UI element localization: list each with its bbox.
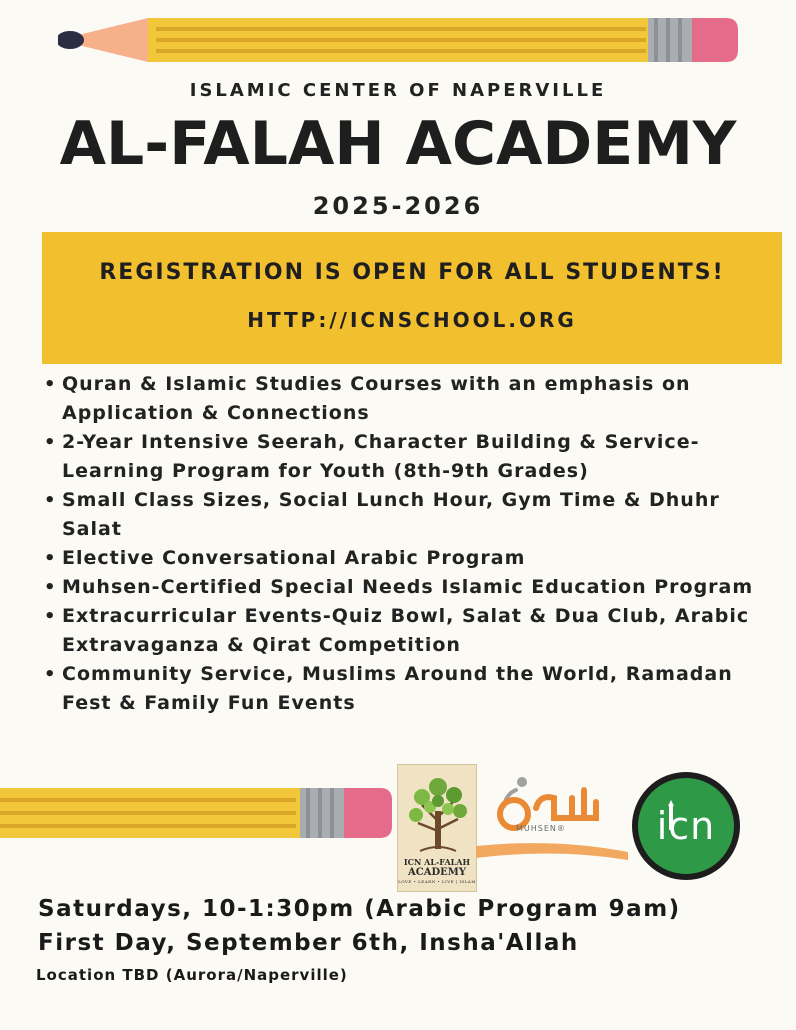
list-item: • 2-Year Intensive Seerah, Character Building & Service-Learning Program for Youth (8th-9th Grades) bbox=[44, 428, 764, 486]
academy-logo bbox=[397, 764, 477, 892]
wheelchair-figure-icon bbox=[476, 768, 628, 864]
registration-url[interactable]: HTTP://ICNSCHOOL.ORG bbox=[247, 308, 577, 332]
pencil-bottom-icon bbox=[0, 786, 392, 840]
registration-headline: REGISTRATION IS OPEN FOR ALL STUDENTS! bbox=[99, 260, 725, 285]
tree-icon bbox=[406, 771, 470, 855]
page-title: AL-FALAH ACADEMY bbox=[59, 109, 737, 179]
muhsen-logo bbox=[476, 768, 628, 864]
list-item: • Community Service, Muslims Around the World, Ramadan Fest & Family Fun Events bbox=[44, 660, 764, 718]
list-item: • Muhsen-Certified Special Needs Islamic Education Program bbox=[44, 573, 764, 602]
organization-name: ISLAMIC CENTER OF NAPERVILLE bbox=[189, 80, 607, 101]
icn-logo bbox=[632, 772, 740, 880]
muhsen-logo-label: MUHSEN® bbox=[516, 824, 566, 833]
pencil-top-icon bbox=[58, 18, 738, 62]
list-item: • Quran & Islamic Studies Courses with an emphasis on Application & Connections bbox=[44, 370, 764, 428]
list-item: • Extracurricular Events-Quiz Bowl, Salat & Dua Club, Arabic Extravaganza & Qirat Competition bbox=[44, 602, 764, 660]
first-day: First Day, September 6th, Insha'Allah bbox=[38, 930, 579, 956]
list-item: • Small Class Sizes, Social Lunch Hour, Gym Time & Dhuhr Salat bbox=[44, 486, 764, 544]
list-item: • Elective Conversational Arabic Program bbox=[44, 544, 764, 573]
registration-banner bbox=[42, 232, 782, 364]
features-list bbox=[44, 370, 764, 718]
icn-logo-text: icn bbox=[656, 804, 716, 848]
academy-logo-name-2: ACADEMY bbox=[408, 867, 466, 878]
location: Location TBD (Aurora/Naperville) bbox=[36, 966, 348, 984]
academic-year: 2025-2026 bbox=[312, 192, 484, 220]
academy-logo-tagline: LOVE • LEARN • LIVE | ISLAM bbox=[398, 879, 476, 884]
schedule-time: Saturdays, 10-1:30pm (Arabic Program 9am) bbox=[38, 896, 681, 922]
academy-logo-name-1: ICN AL-FALAH bbox=[403, 857, 471, 867]
